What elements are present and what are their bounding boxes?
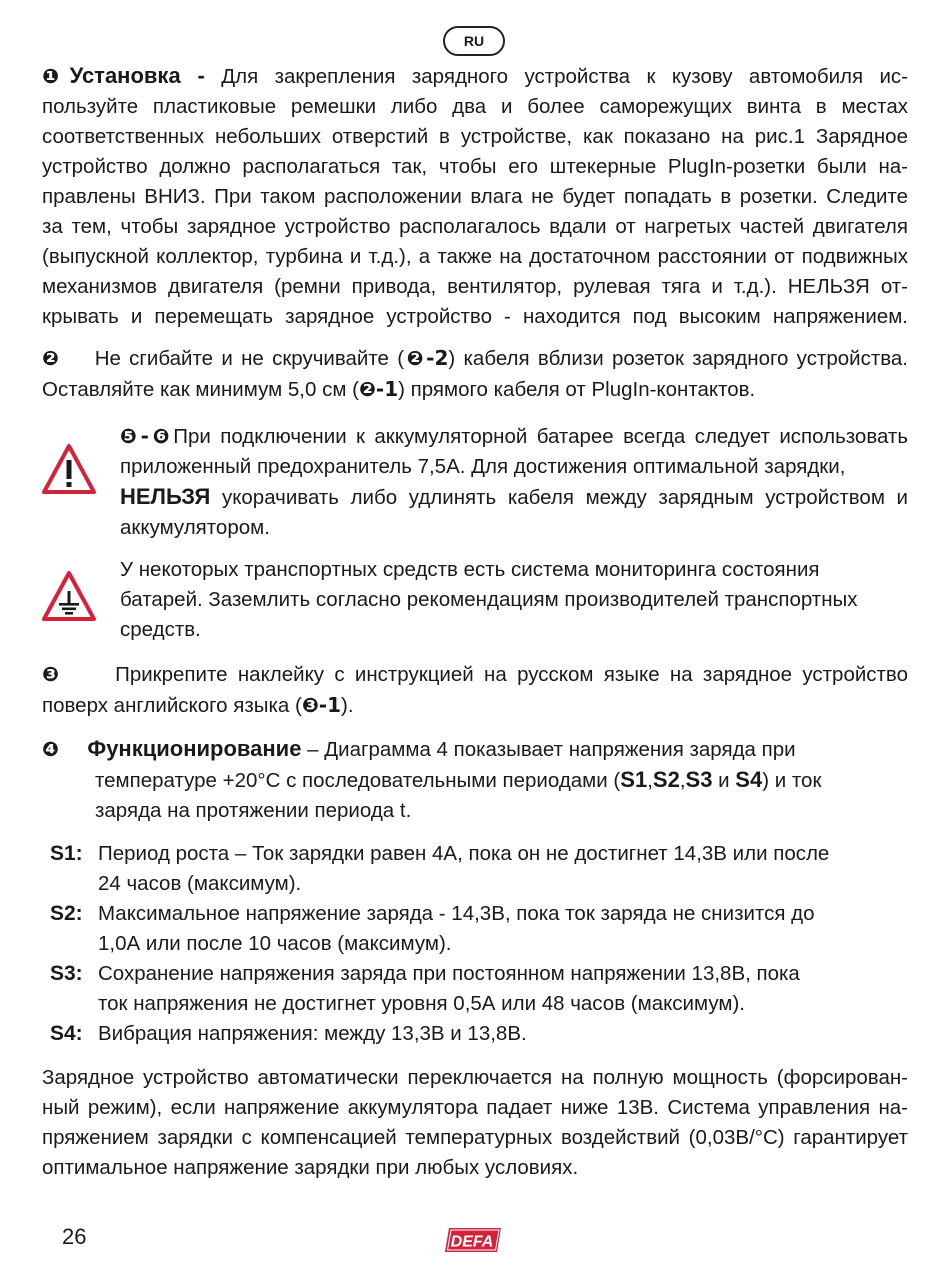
warning1-line-2: приложенный предохранитель 7,5А. Для достижения оптимальной зарядки, (120, 455, 846, 478)
closing-line-1: Зарядное устройство автоматически переключается на полную мощность (форсирован- (42, 1066, 908, 1089)
stage-s3-line-1 (50, 959, 880, 989)
stage-s4-line-1 (50, 1019, 880, 1049)
section2-line-2 (42, 374, 908, 405)
section4-text-3: ) и ток (762, 769, 822, 792)
warning1-line-1 (120, 421, 908, 452)
stage-item-s3 (50, 959, 880, 1019)
stage-ref-s3: S3 (685, 767, 713, 792)
stage-sep-2: , (679, 769, 686, 792)
ground-triangle-icon (40, 569, 98, 623)
section3-text-2: поверх английского языка ( (42, 694, 302, 717)
section-cable (42, 343, 908, 405)
warning-triangle-icon (40, 442, 98, 496)
closing-paragraph (42, 1063, 908, 1183)
section2-line-1 (42, 343, 908, 374)
section4-text-1: – Диаграмма 4 показывает напряжения заряда при (307, 738, 796, 761)
section1-line-7: (выпускной коллектор, турбина и т.д.), а также на достаточном расстоянии от подвижных (42, 245, 908, 268)
stage-item-s2 (50, 899, 880, 959)
warning1-line-3 (120, 482, 908, 513)
closing-line-4: оптимальное напряжение зарядки при любых условиях. (42, 1156, 579, 1179)
stage-ref-s4: S4 (735, 767, 763, 792)
stage-s4-label: S4: (50, 1022, 83, 1045)
section4-line-1 (42, 734, 908, 765)
stage-s3-text-1: Сохранение напряжения заряда при постоянном напряжении 13,8В, пока (98, 962, 800, 985)
section-label (42, 659, 908, 721)
warning1-line-4: аккумулятором. (120, 516, 270, 539)
section3-text-1: Прикрепите наклейку с инструкцией на русском языке на зарядное устройство (115, 663, 908, 686)
stage-s3-line-2: ток напряжения не достигнет уровня 0,5А или 48 часов (максимум). (98, 992, 745, 1015)
warning1-emphasis: НЕЛЬЗЯ (120, 484, 211, 509)
warning-grounding (120, 555, 908, 645)
stage-sep-1: , (647, 769, 653, 792)
section3-line-2 (42, 690, 908, 721)
stage-s3-label: S3: (50, 962, 83, 985)
section1-line-2: пользуйте пластиковые ремешки либо два и более саморежущих винта в местах (42, 95, 908, 118)
section4-line-2 (42, 765, 908, 796)
section1-line-8: механизмов двигателя (ремни привода, вентилятор, рулевая тяга и т.д.). НЕЛЬЗЯ от- (42, 275, 908, 298)
stage-item-s4 (50, 1019, 880, 1049)
section3-line-1 (42, 659, 908, 690)
section-operation (42, 734, 908, 826)
section4-marker: ❹ (42, 737, 59, 761)
section3-text-3: ). (341, 694, 354, 717)
warning1-text-3: укорачивать либо удлинять кабеля между зарядным устройством и (221, 486, 908, 509)
section1-line-9: крывать и перемещать зарядное устройство - находится под высоким напряжением. (42, 305, 908, 328)
stage-s4-text-1: Вибрация напряжения: между 13,3В и 13,8В. (98, 1022, 527, 1045)
section2-text-2: ) кабеля вблизи розеток зарядного устройства. (448, 347, 908, 370)
stage-item-s1 (50, 839, 880, 899)
warning2-line-3: средств. (120, 618, 201, 641)
stage-s1-text-1: Период роста – Ток зарядки равен 4А, пока он не достигнет 14,3В или после (98, 842, 830, 865)
warning1-marker: ❺-❻ (120, 424, 174, 448)
stage-s1-label: S1: (50, 842, 83, 865)
warning-fuse (120, 421, 908, 543)
section1-title: Установка - (69, 63, 205, 88)
closing-line-3: пряжением зарядки с компенсацией температурных воздействий (0,03В/°С) гарантирует (42, 1126, 908, 1149)
section2-text-4: ) прямого кабеля от PlugIn-контактов. (398, 378, 756, 401)
section3-marker: ❸ (42, 662, 64, 686)
warning2-line-1: У некоторых транспортных средств есть система мониторинга состояния (120, 558, 820, 581)
stage-s2-label: S2: (50, 902, 83, 925)
stage-s1-line-2: 24 часов (максимум). (98, 872, 302, 895)
stage-ref-s1: S1 (620, 767, 648, 792)
stage-s2-line-2: 1,0А или после 10 часов (максимум). (98, 932, 452, 955)
stage-and: и (718, 769, 730, 792)
section4-title: Функционирование (87, 736, 302, 761)
section2-marker: ❷ (42, 346, 62, 370)
section1-text: Для закрепления зарядного устройства к кузову автомобиля ис- (221, 65, 909, 88)
section4-text-2: температуре +20°С с последовательными периодами ( (95, 769, 621, 792)
page-number: 26 (62, 1224, 87, 1249)
section2-ref-2: ❷-1 (358, 377, 399, 401)
section1-line-3: соответственных небольших отверстий в устройстве, как показано на рис.1 Зарядное (42, 125, 908, 148)
section2-text-3: Оставляйте как минимум 5,0 см ( (42, 378, 359, 401)
section1-line-6: за тем, чтобы зарядное устройство располагалось вдали от нагретых частей двигателя (42, 215, 908, 238)
stage-s1-line-1 (50, 839, 880, 869)
section3-ref: ❸-1 (301, 693, 341, 717)
stage-s2-text-1: Максимальное напряжение заряда - 14,3В, пока ток заряда не снизится до (98, 902, 815, 925)
section1-line-5: правлены ВНИЗ. При таком расположении влага не будет попадать в розетки. Следите (42, 185, 908, 208)
closing-line-2: ный режим), если напряжение аккумулятора падает ниже 13В. Система управления на- (42, 1096, 908, 1119)
section1-marker: ❶ (42, 64, 70, 88)
stage-s2-line-1 (50, 899, 880, 929)
section1-line-1 (42, 61, 908, 92)
language-badge: RU (443, 26, 505, 56)
section2-text-1: Не сгибайте и не скручивайте ( (94, 347, 405, 370)
defa-logo (444, 1226, 502, 1254)
section1-line-4: устройство должно располагаться так, чтобы его штекерные PlugIn-розетки были на- (42, 155, 908, 178)
stage-ref-s2: S2 (652, 767, 680, 792)
section4-line-3: заряда на протяжении периода t. (95, 799, 412, 822)
section-installation (42, 61, 908, 332)
warning2-line-2: батарей. Заземлить согласно рекомендациям производителей транспортных (120, 588, 858, 611)
section2-ref-1: ❷-2 (404, 346, 449, 370)
logo-text: DEFA (450, 1233, 494, 1251)
warning1-text-1: При подключении к аккумуляторной батарее всегда следует использовать (173, 425, 908, 448)
